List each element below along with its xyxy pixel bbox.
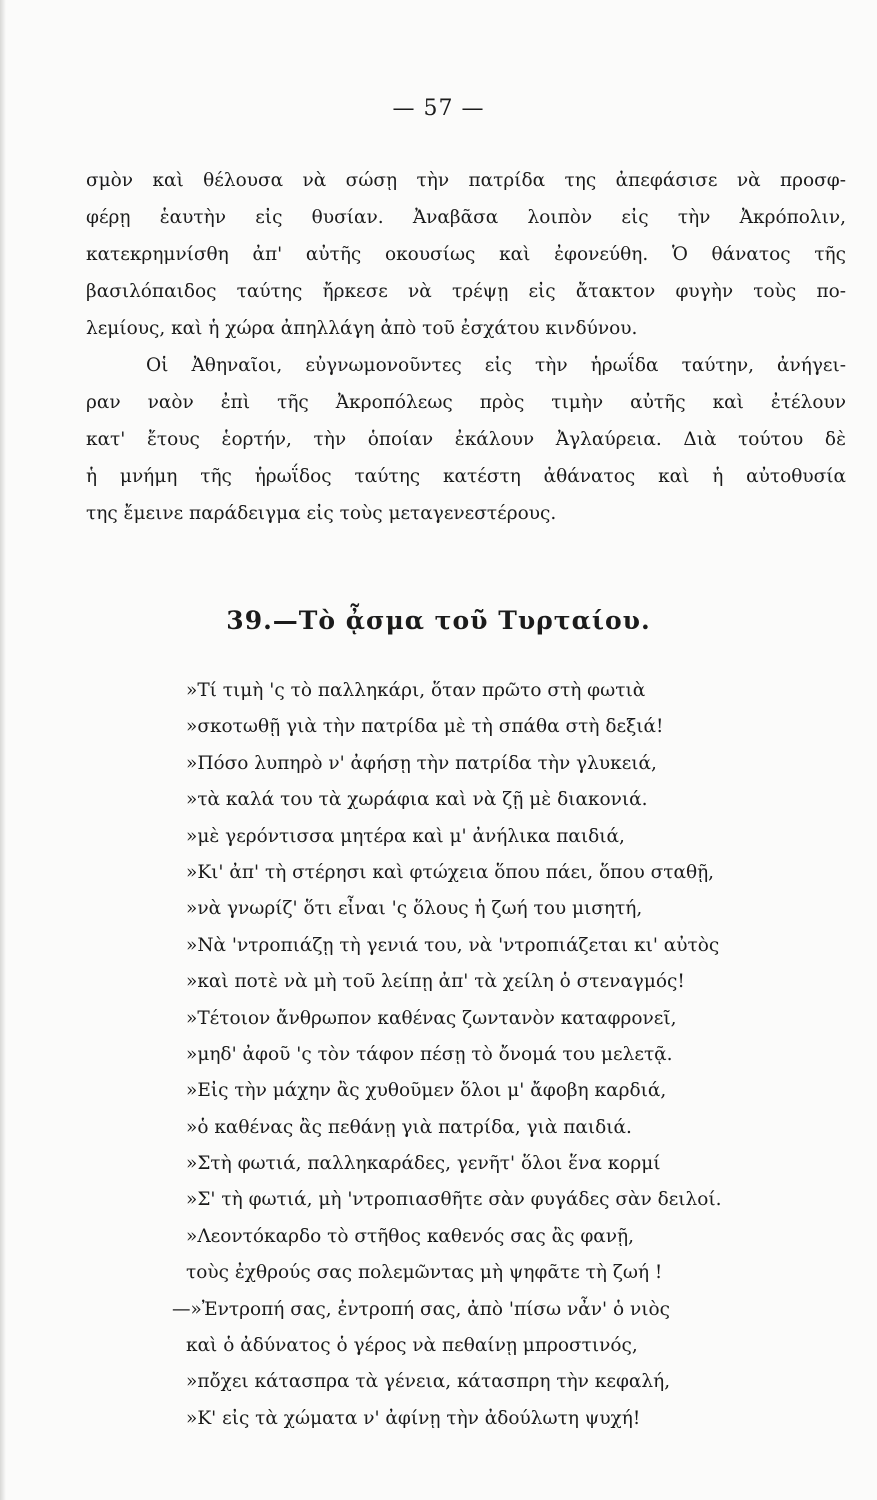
poem-line: »σκοτωθῇ γιὰ τὴν πατρίδα μὲ τὴ σπάθα στὴ δεξιά! — [186, 716, 664, 738]
poem-line: »Νὰ 'ντροπιάζῃ τὴ γενιά του, νὰ 'ντροπιάζεται κι' αὐτὸς — [186, 934, 720, 956]
poem-line: »Σ' τὴ φωτιά, μὴ 'ντροπιασθῆτε σὰν φυγάδες σὰν δειλοί. — [186, 1189, 722, 1211]
prose-line: κατεκρημνίσθη ἀπ' αὐτῆς οκουσίως καὶ ἐφονεύθη. Ὁ θάνατος τῆς — [86, 244, 846, 265]
poem-line: »Κι' ἀπ' τὴ στέρησι καὶ φτώχεια ὅπου πάει, ὅπου σταθῇ, — [186, 861, 715, 883]
prose-line: φέρῃ ἑαυτὴν εἰς θυσίαν. Ἀναβᾶσα λοιπὸν εἰς τὴν Ἀκρόπολιν, — [86, 207, 846, 228]
prose-line: λεμίους, καὶ ἡ χώρα ἀπηλλάγη ἀπὸ τοῦ ἐσχάτου κινδύνου. — [86, 318, 638, 339]
prose-line: σμὸν καὶ θέλουσα νὰ σώσῃ τὴν πατρίδα της ἀπεφάσισε νὰ προσφ- — [86, 170, 846, 191]
poem-line: »ὁ καθένας ἂς πεθάνῃ γιὰ πατρίδα, γιὰ παιδιά. — [186, 1116, 632, 1138]
page-number: — 57 — — [392, 96, 485, 121]
poem-line: »τὰ καλά του τὰ χωράφια καὶ νὰ ζῇ μὲ διακονιά. — [186, 789, 648, 811]
poem-line: »Τέτοιον ἄνθρωπον καθένας ζωντανὸν καταφρονεῖ, — [186, 1007, 677, 1029]
poem-line: »Τί τιμὴ 'ς τὸ παλληκάρι, ὅταν πρῶτο στὴ φωτιὰ — [186, 680, 646, 701]
poem-verses — [172, 673, 846, 1437]
poem-line: »Κ' εἰς τὰ χώματα ν' ἀφίνῃ τὴν ἀδούλωτη ψυχή! — [186, 1407, 641, 1429]
page-edge-shadow — [0, 0, 6, 1500]
poem-line: »πὄχει κάτασπρα τὰ γένεια, κάτασπρη τὴν κεφαλή, — [186, 1371, 671, 1393]
poem-line: καὶ ὁ ἀδύνατος ὁ γέρος νὰ πεθαίνῃ μπροστινός, — [186, 1335, 638, 1357]
prose-line: Οἱ Ἀθηναῖοι, εὐγνωμονοῦντες εἰς τὴν ἡρωΐδα ταύτην, ἀνήγει- — [146, 355, 846, 376]
poem-line: »Πόσο λυπηρὸ ν' ἀφήσῃ τὴν πατρίδα τὴν γλυκειά, — [186, 752, 657, 774]
poem-line: »μηδ' ἀφοῦ 'ς τὸν τάφον πέσῃ τὸ ὄνομά του μελετᾷ. — [186, 1043, 673, 1065]
poem-line: »νὰ γνωρίζ' ὅτι εἶναι 'ς ὅλους ἡ ζωή του μισητή, — [186, 898, 643, 920]
prose-line: ἡ μνήμη τῆς ἡρωΐδος ταύτης κατέστη ἀθάνατος καὶ ἡ αὐτοθυσία — [86, 466, 846, 487]
section-heading: 39.—Τὸ ᾆσμα τοῦ Τυρταίου. — [226, 606, 651, 635]
poem-line: »Λεοντόκαρδο τὸ στῆθος καθενός σας ἂς φανῇ, — [186, 1225, 634, 1247]
prose-paragraphs — [86, 162, 846, 532]
prose-line: της ἔμεινε παράδειγμα εἰς τοὺς μεταγενεστέρους. — [86, 503, 557, 524]
poem-line: »Στὴ φωτιά, παλληκαράδες, γενῆτ' ὅλοι ἕνα κορμί — [186, 1153, 661, 1175]
prose-line: βασιλόπαιδος ταύτης ἤρκεσε νὰ τρέψῃ εἰς ἄτακτον φυγὴν τοὺς πο- — [86, 281, 846, 302]
prose-line: ραν ναὸν ἐπὶ τῆς Ἀκροπόλεως πρὸς τιμὴν αὐτῆς καὶ ἐτέλουν — [86, 392, 846, 413]
poem-line: »Εἰς τὴν μάχην ἂς χυθοῦμεν ὅλοι μ' ἄφοβη καρδιά, — [186, 1080, 667, 1102]
poem-line: —»Ἐντροπή σας, ἐντροπή σας, ἀπὸ 'πίσω νἆν' ὁ νιὸς — [172, 1298, 670, 1320]
poem-line: »μὲ γερόντισσα μητέρα καὶ μ' ἀνήλικα παιδιά, — [186, 825, 625, 847]
prose-line: κατ' ἔτους ἑορτήν, τὴν ὁποίαν ἐκάλουν Ἀγλαύρεια. Διὰ τούτου δὲ — [86, 429, 846, 450]
poem-line: »καὶ ποτὲ νὰ μὴ τοῦ λείπῃ ἀπ' τὰ χείλη ὁ στεναγμός! — [186, 971, 685, 993]
poem-line: τοὺς ἐχθρούς σας πολεμῶντας μὴ ψηφᾶτε τὴ ζωή ! — [186, 1262, 663, 1284]
